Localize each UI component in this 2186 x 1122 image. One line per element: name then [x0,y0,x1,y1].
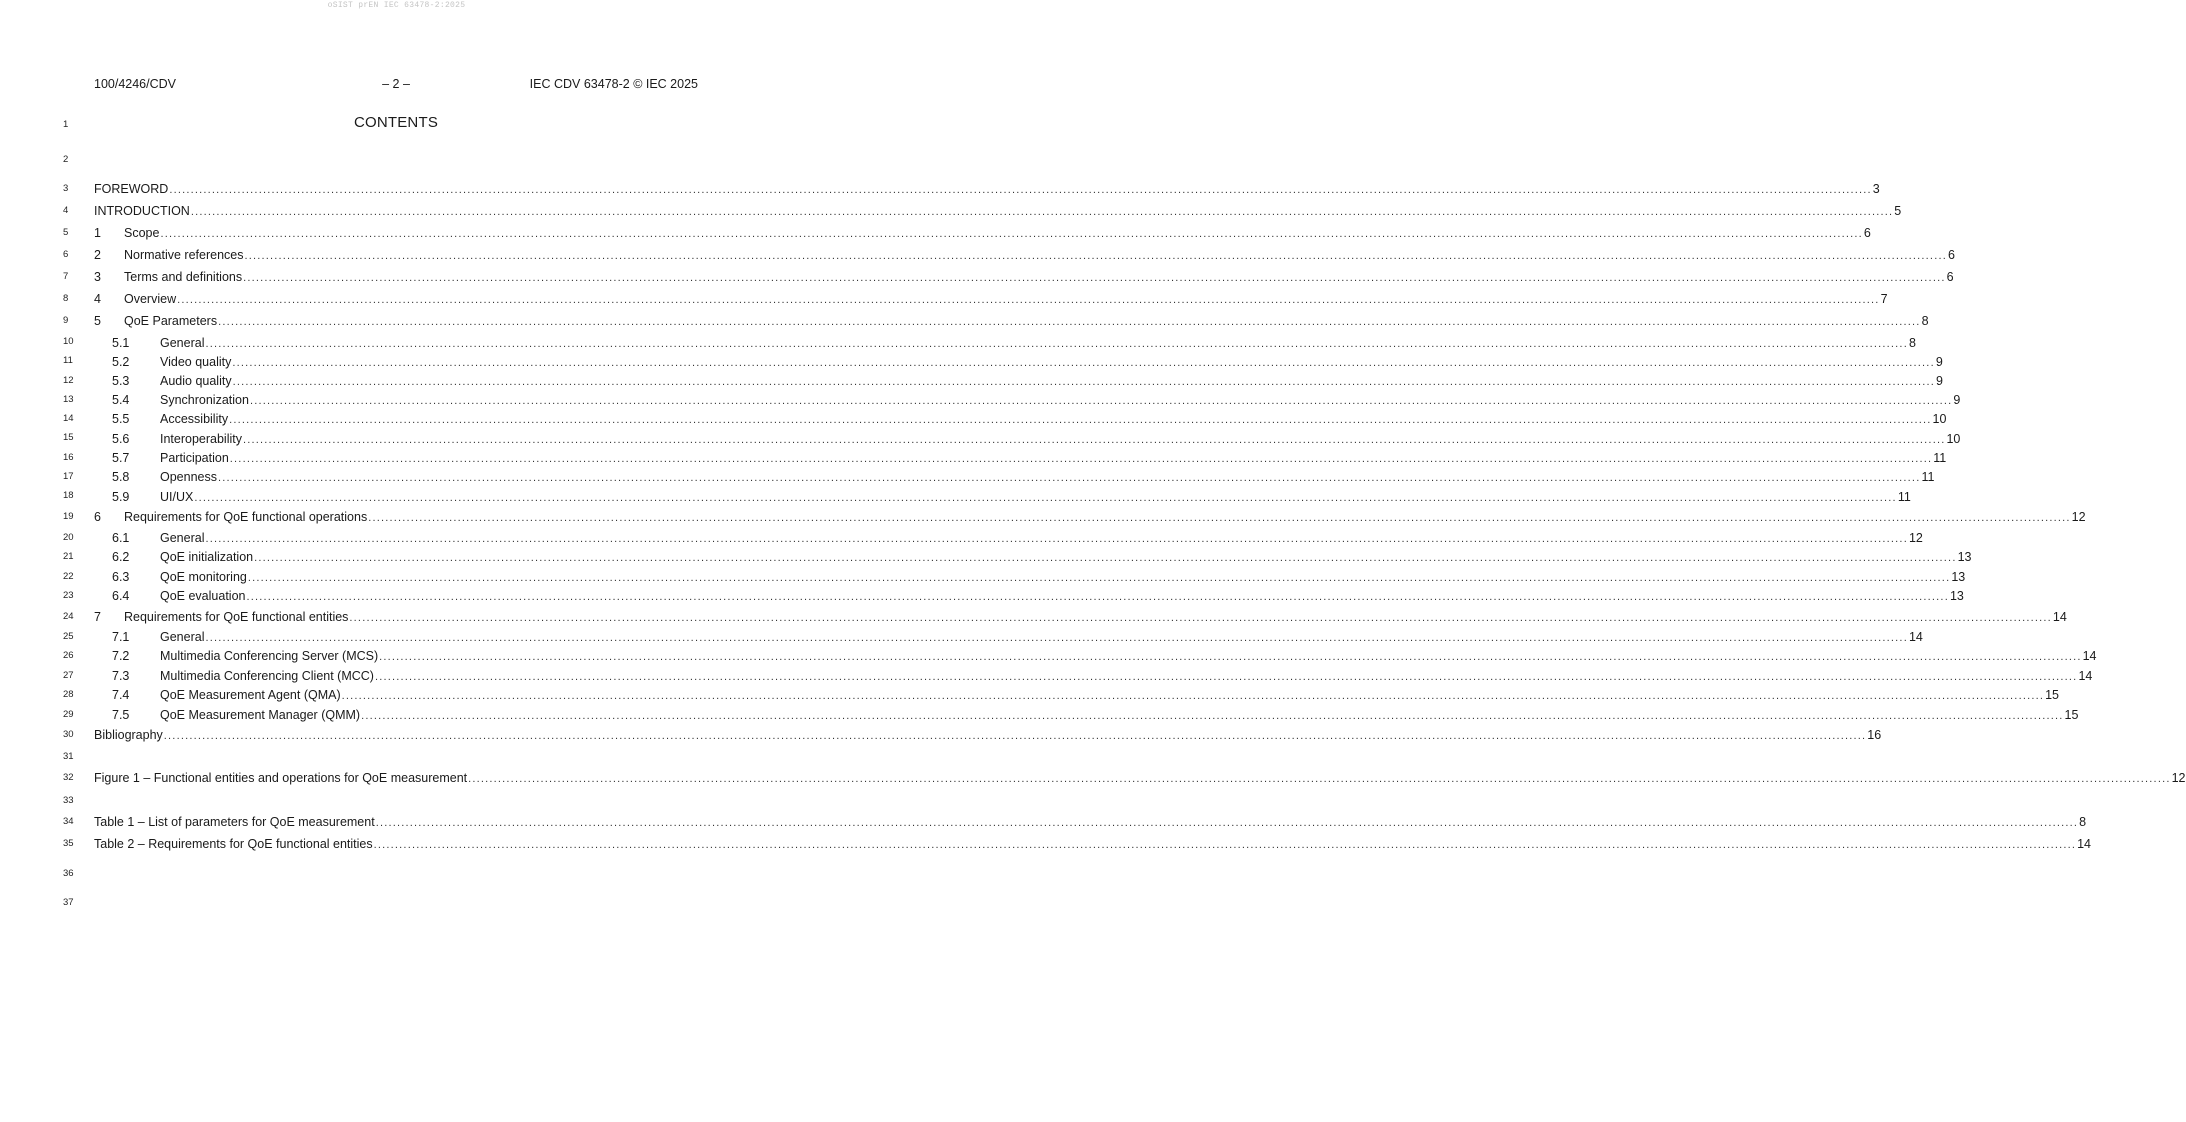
toc-entry[interactable] [94,707,2079,723]
document-reference: 100/4246/CDV [94,77,177,91]
toc-entry-title: Scope [124,226,160,240]
toc-entry-page: 14 [2078,669,2093,683]
line-number: 8 [63,293,69,304]
toc-entry-title: Multimedia Conferencing Server (MCS) [160,649,379,663]
dot-leader: ................................................................................................................................................................................................................................................................................................................................................................................................................ [169,184,1872,196]
toc-entry-page: 16 [1867,728,1882,742]
toc-entry-number: 7.2 [112,649,130,663]
toc-entry-number: 7.3 [112,669,130,683]
dot-leader: ................................................................................................................................................................................................................................................................................................................................................................................................................ [232,376,1936,388]
toc-entry-number: 5.5 [112,412,130,426]
toc-entry-number: 7.1 [112,630,130,644]
toc-entry[interactable] [94,770,2186,786]
line-number: 2 [63,154,69,165]
toc-entry-page: 13 [1949,589,1964,603]
toc-entry-page: 12 [2171,771,2186,785]
line-number: 26 [63,650,74,661]
toc-entry[interactable] [94,431,1961,447]
dot-leader: ................................................................................................................................................................................................................................................................................................................................................................................................................ [244,250,1947,262]
dot-leader: ................................................................................................................................................................................................................................................................................................................................................................................................................ [243,272,1946,284]
line-number: 16 [63,452,74,463]
toc-entry-page: 11 [1933,451,1947,465]
toc-entry[interactable] [94,203,1902,219]
toc-entry-page: 9 [1953,393,1961,407]
toc-entry-number: 6.2 [112,550,130,564]
toc-entry[interactable] [94,668,2093,684]
dot-leader: ................................................................................................................................................................................................................................................................................................................................................................................................................ [205,533,1908,545]
toc-entry[interactable] [94,609,2067,625]
dot-leader: ................................................................................................................................................................................................................................................................................................................................................................................................................ [249,395,1953,407]
toc-entry[interactable] [94,247,1955,263]
toc-entry[interactable] [94,836,2092,852]
toc-entry-number: 5.8 [112,470,130,484]
toc-entry-page: 5 [1894,204,1902,218]
toc-entry-title: QoE evaluation [160,589,246,603]
toc-entry-title: Overview [124,292,177,306]
toc-entry-number: 5.4 [112,393,130,407]
toc-entry-page: 13 [1957,550,1972,564]
toc-entry-page: 12 [1908,531,1923,545]
toc-entry[interactable] [94,411,1947,427]
toc-entry-page: 6 [1946,270,1954,284]
line-number: 14 [63,413,74,424]
toc-entry-title: Synchronization [160,393,249,407]
toc-entry-number: 2 [94,248,101,262]
toc-entry-page: 11 [1921,470,1935,484]
dot-leader: ................................................................................................................................................................................................................................................................................................................................................................................................................ [349,612,2052,624]
line-number: 30 [63,729,74,740]
page-number: – 2 – [382,77,410,91]
toc-entry-number: 1 [94,226,101,240]
toc-entry-number: 7.5 [112,708,130,722]
line-number: 15 [63,432,74,443]
toc-entry-page: 8 [1921,314,1929,328]
line-number: 21 [63,551,74,562]
toc-entry-number: 7 [94,610,101,624]
line-number: 4 [63,205,69,216]
toc-entry[interactable] [94,373,1943,389]
dot-leader: ................................................................................................................................................................................................................................................................................................................................................................................................................ [368,512,2071,524]
dot-leader: ................................................................................................................................................................................................................................................................................................................................................................................................................ [217,472,1921,484]
toc-entry-number: 5 [94,314,101,328]
toc-entry[interactable] [94,269,1954,285]
toc-entry-page: 6 [1947,248,1955,262]
toc-entry-title: General [160,630,205,644]
dot-leader: ................................................................................................................................................................................................................................................................................................................................................................................................................ [229,414,1932,426]
toc-entry-title: QoE Parameters [124,314,218,328]
toc-entry-number: 5.7 [112,451,130,465]
line-number: 31 [63,751,74,762]
toc-entry[interactable] [94,549,1972,565]
toc-entry-page: 9 [1936,374,1943,388]
dot-leader: ................................................................................................................................................................................................................................................................................................................................................................................................................ [379,651,2082,663]
toc-entry-page: 9 [1935,355,1943,369]
page-header [94,77,698,93]
dot-leader: ................................................................................................................................................................................................................................................................................................................................................................................................................ [163,730,1867,742]
toc-entry-page: 14 [2077,837,2092,851]
dot-leader: ................................................................................................................................................................................................................................................................................................................................................................................................................ [194,492,1897,504]
toc-entry-title: General [160,531,205,545]
line-number: 25 [63,631,74,642]
toc-entry-title: Participation [160,451,229,465]
dot-leader: ................................................................................................................................................................................................................................................................................................................................................................................................................ [190,206,1894,218]
toc-entry-page: 11 [1897,490,1911,504]
toc-entry[interactable] [94,181,1880,197]
toc-entry[interactable] [94,291,1888,307]
line-number: 17 [63,471,74,482]
toc-entry[interactable] [94,335,1916,351]
toc-entry-title: Multimedia Conferencing Client (MCC) [160,669,374,683]
toc-entry-page: 6 [1863,226,1871,240]
toc-entry-title: Requirements for QoE functional entities [124,610,349,624]
toc-entry-number: 4 [94,292,101,306]
toc-entry[interactable] [94,629,1923,645]
line-number: 28 [63,689,74,700]
toc-entry-title: Figure 1 – Functional entities and operations for QoE measurement [94,771,468,785]
toc-entry-page: 3 [1872,182,1880,196]
line-number: 11 [63,355,73,366]
line-number: 22 [63,571,74,582]
toc-entry[interactable] [94,569,1966,585]
toc-entry[interactable] [94,530,1923,546]
toc-entry-title: Bibliography [94,728,163,742]
toc-entry-title: Video quality [160,355,232,369]
toc-entry-number: 6.4 [112,589,130,603]
toc-entry-title: Terms and definitions [124,270,243,284]
toc-entry[interactable] [94,354,1943,370]
dot-leader: ................................................................................................................................................................................................................................................................................................................................................................................................................ [205,632,1908,644]
toc-entry-page: 7 [1880,292,1888,306]
toc-entry-number: 6 [94,510,101,524]
line-number: 37 [63,897,74,908]
toc-entry-page: 15 [2064,708,2079,722]
line-number: 10 [63,336,74,347]
toc-entry-title: QoE Measurement Agent (QMA) [160,688,341,702]
toc-entry[interactable] [94,450,1947,466]
toc-entry[interactable] [94,509,2086,525]
dot-leader: ................................................................................................................................................................................................................................................................................................................................................................................................................ [341,690,2045,702]
toc-entry-number: 5.1 [112,336,130,350]
line-number: 24 [63,611,74,622]
dot-leader: ................................................................................................................................................................................................................................................................................................................................................................................................................ [374,671,2078,683]
line-number: 13 [63,394,74,405]
toc-entry-title: Requirements for QoE functional operations [124,510,368,524]
toc-entry-page: 14 [2052,610,2067,624]
toc-entry-number: 7.4 [112,688,130,702]
line-number: 19 [63,511,74,522]
line-number: 32 [63,772,74,783]
line-number: 27 [63,670,74,681]
dot-leader: ................................................................................................................................................................................................................................................................................................................................................................................................................ [232,357,1935,369]
toc-entry-number: 3 [94,270,101,284]
toc-entry-title: QoE Measurement Manager (QMM) [160,708,361,722]
toc-entry-page: 13 [1951,570,1966,584]
dot-leader: ................................................................................................................................................................................................................................................................................................................................................................................................................ [160,228,1863,240]
toc-entry-title: Normative references [124,248,244,262]
dot-leader: ................................................................................................................................................................................................................................................................................................................................................................................................................ [243,434,1946,446]
toc-entry-page: 12 [2071,510,2086,524]
toc-entry-title: UI/UX [160,490,194,504]
toc-entry-title: General [160,336,205,350]
toc-entry-page: 8 [1908,336,1916,350]
toc-entry-number: 5.9 [112,490,130,504]
toc-entry-title: Table 1 – List of parameters for QoE measurement [94,815,375,829]
toc-entry[interactable] [94,392,1961,408]
line-number: 1 [63,119,69,130]
toc-entry-title: Table 2 – Requirements for QoE functional entities [94,837,373,851]
line-number: 36 [63,868,74,879]
toc-entry-number: 6.3 [112,570,130,584]
toc-entry-title: QoE initialization [160,550,254,564]
toc-entry[interactable] [94,313,1929,329]
toc-entry-number: 5.2 [112,355,130,369]
line-number: 23 [63,590,74,601]
line-number: 6 [63,249,69,260]
line-number: 20 [63,532,74,543]
toc-entry-page: 10 [1932,412,1947,426]
dot-leader: ................................................................................................................................................................................................................................................................................................................................................................................................................ [229,453,1933,465]
toc-entry[interactable] [94,648,2097,664]
line-number: 3 [63,183,69,194]
contents-title: CONTENTS [353,114,439,131]
toc-entry-number: 5.3 [112,374,130,388]
toc-entry[interactable] [94,687,2060,703]
toc-entry-page: 14 [2082,649,2097,663]
toc-entry-title: INTRODUCTION [94,204,190,218]
toc-entry[interactable] [94,588,1964,604]
toc-entry-title: Openness [160,470,217,484]
dot-leader: ................................................................................................................................................................................................................................................................................................................................................................................................................ [254,552,1957,564]
toc-entry[interactable] [94,225,1871,241]
line-number: 18 [63,490,74,501]
toc-entry-number: 5.6 [112,432,130,446]
dot-leader: ................................................................................................................................................................................................................................................................................................................................................................................................................ [361,710,2064,722]
toc-entry-page: 10 [1946,432,1961,446]
toc-entry[interactable] [94,814,2087,830]
line-number: 29 [63,709,74,720]
toc-entry[interactable] [94,489,1911,505]
toc-entry[interactable] [94,469,1935,485]
toc-entry-title: FOREWORD [94,182,169,196]
toc-entry-page: 15 [2045,688,2060,702]
toc-entry-page: 14 [1908,630,1923,644]
toc-entry-number: 6.1 [112,531,130,545]
toc-entry[interactable] [94,727,1882,743]
line-number: 34 [63,816,74,827]
dot-leader: ................................................................................................................................................................................................................................................................................................................................................................................................................ [375,817,2079,829]
toc-entry-title: QoE monitoring [160,570,247,584]
watermark: oSIST prEN IEC 63478-2:2025 [327,1,466,10]
dot-leader: ................................................................................................................................................................................................................................................................................................................................................................................................................ [205,338,1908,350]
toc-entry-title: Accessibility [160,412,229,426]
toc-entry-title: Interoperability [160,432,242,446]
line-number: 12 [63,375,74,386]
line-number: 9 [63,315,69,326]
dot-leader: ................................................................................................................................................................................................................................................................................................................................................................................................................ [246,591,1949,603]
dot-leader: ................................................................................................................................................................................................................................................................................................................................................................................................................ [247,572,1951,584]
standard-identifier: IEC CDV 63478-2 © IEC 2025 [529,77,698,91]
dot-leader: ................................................................................................................................................................................................................................................................................................................................................................................................................ [468,773,2171,785]
toc-entry-page: 8 [2079,815,2087,829]
dot-leader: ................................................................................................................................................................................................................................................................................................................................................................................................................ [177,294,1880,306]
line-number: 33 [63,795,74,806]
line-number: 7 [63,271,69,282]
toc-entry-title: Audio quality [160,374,232,388]
line-number: 5 [63,227,69,238]
line-number: 35 [63,838,74,849]
dot-leader: ................................................................................................................................................................................................................................................................................................................................................................................................................ [218,316,1921,328]
dot-leader: ................................................................................................................................................................................................................................................................................................................................................................................................................ [373,839,2077,851]
